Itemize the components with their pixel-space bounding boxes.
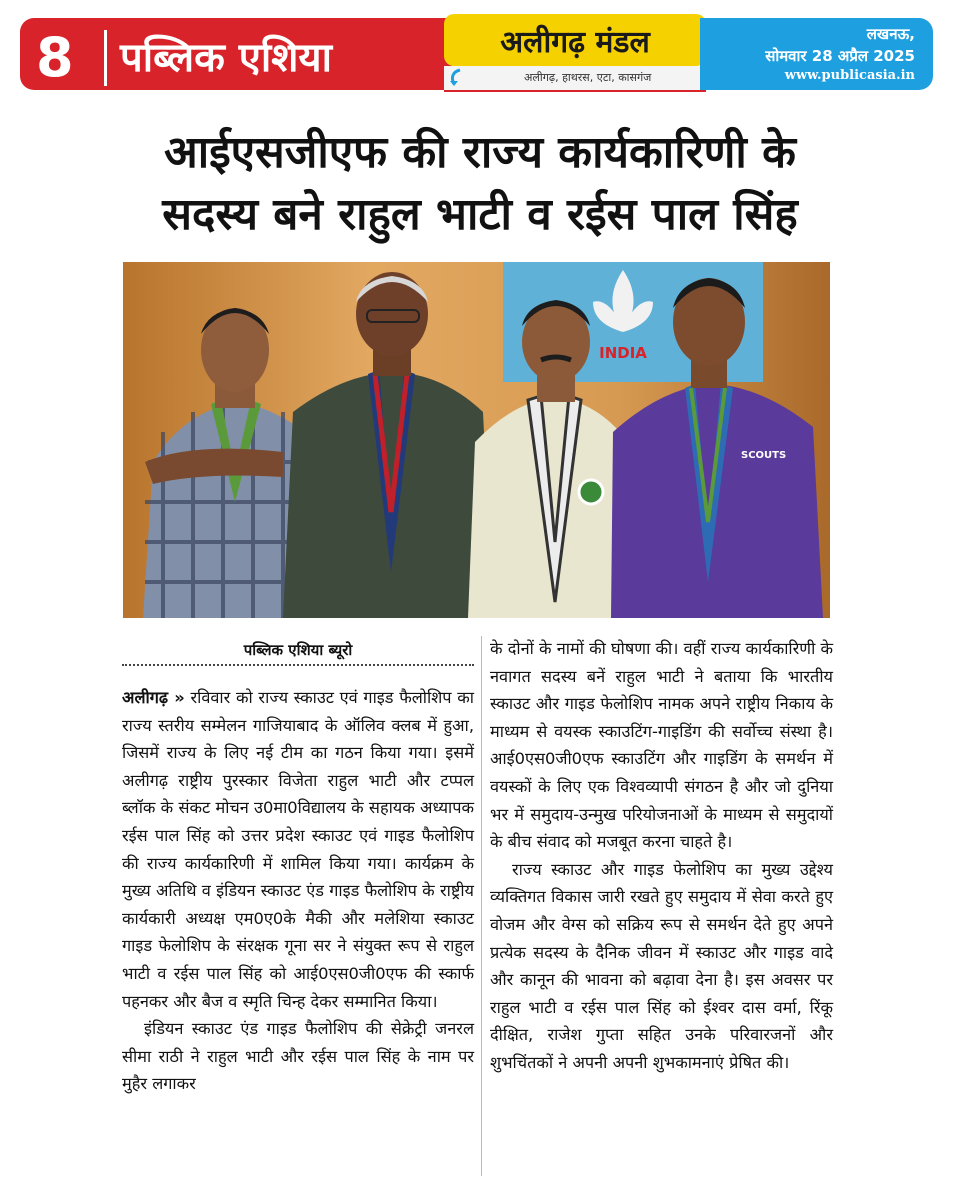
district-list: अलीगढ़, हाथरस, एटा, कासगंज [524, 71, 652, 84]
shirt-text: SCOUTS [741, 450, 787, 461]
website-link[interactable]: www.publicasia.in [784, 68, 915, 83]
news-photo [123, 262, 830, 618]
column-divider [481, 636, 482, 1176]
dateline-box [700, 18, 933, 90]
curved-arrow-icon [448, 68, 464, 88]
paragraph-3: के दोनों के नामों की घोषणा की। वहीं राज्य कार्यकारिणी के नवागत सदस्य बनें राहुल भाटी ने बताया कि भारतीय स्काउट और गाइड फेलोशिप नामक अपने राष्ट्रीय निकाय के माध्यम से वयस्क स्काउटिंग-गाइडिंग की सर्वोच्च संस्था है। आई0एस0जी0एफ स्काउटिंग और गाइडिंग के समर्थन में वयस्कों के लिए एक विश्वव्यापी संगठन है और जो दुनिया भर में समुदाय-उन्मुख परियोजनाओं के माध्यम से समुदायों के बीच संवाद को मजबूत करना चाहते है। [490, 639, 833, 852]
district-strip [444, 66, 706, 92]
photo-illustration [123, 262, 830, 618]
headline-line-1: आईएसजीएफ की राज्य कार्यकारिणी के [164, 127, 796, 178]
newspaper-name: पब्लिक एशिया [120, 35, 332, 81]
masthead-divider [104, 30, 107, 86]
article-column-left [122, 684, 474, 1098]
publish-date: सोमवार 28 अप्रैल 2025 [765, 47, 915, 65]
banner-text: INDIA [599, 344, 647, 362]
dateline: अलीगढ़ » [122, 688, 185, 707]
edition-box [444, 14, 706, 66]
paragraph-2: इंडियन स्काउट एंड गाइड फैलोशिप की सेक्रेट्री जनरल सीमा राठी ने राहुल भाटी और रईस पाल सिंह के नाम पर मुहैर लगाकर [122, 1019, 474, 1094]
paragraph-4: राज्य स्काउट और गाइड फेलोशिप का मुख्य उद्देश्य व्यक्तिगत विकास जारी रखते हुए समुदाय में सेवा करते हुए वोजम और वेग्स को सक्रिय रूप से समर्थन देते हुए अपने प्रत्येक सदस्य के दैनिक जीवन में स्काउट और गाइड वादे और कानून की भावना को बढ़ावा देना है। इस अवसर पर राहुल भाटी व रईस पाल सिंह को ईश्वर दास वर्मा, रिंकू दीक्षित, राजेश गुप्ता सहित उनके परिवारजनों और शुभचिंतकों ने अपनी अपनी शुभकामनाएं प्रेषित की। [490, 859, 833, 1072]
masthead [20, 14, 933, 94]
headline-line-2: सदस्य बने राहुल भाटी व रईस पाल सिंह [162, 189, 798, 240]
edition-name: अलीगढ़ मंडल [500, 24, 650, 60]
paragraph-1 [122, 684, 474, 1015]
headline [110, 122, 850, 246]
byline-divider [122, 664, 474, 666]
page-number: 8 [36, 26, 74, 89]
paragraph-1-text: रविवार को राज्य स्काउट एवं गाइड फैलोशिप का राज्य स्तरीय सम्मेलन गाजियाबाद के ऑलिव क्लब में हुआ, जिसमें राज्य के लिए नई टीम का गठन किया गया। इसमें अलीगढ़ राष्ट्रीय पुरस्कार विजेता राहुल भाटी और टप्पल ब्लॉक के संकट मोचन उ0मा0विद्यालय के सहायक अध्यापक रईस पाल सिंह को उत्तर प्रदेश स्काउट एवं गाइड फैलोशिप की राज्य कार्यकारिणी में शामिल किया गया। कार्यक्रम के मुख्य अतिथि व इंडियन स्काउट एंड गाइड फैलोशिप के राष्ट्रीय कार्यकारी अध्यक्ष एम0ए0के मैकी और मलेशिया स्काउट गाइड फेलोशिप के संरक्षक गूना सर ने संयुक्त रूप से राहुल भाटी व रईस पाल सिंह को आई0एस0जी0एफ की स्कार्फ पहनकर और बैज व स्मृति चिन्ह देकर सम्मानित किया। [122, 688, 474, 1011]
publish-city: लखनऊ, [866, 25, 915, 43]
article-column-right [490, 635, 833, 1077]
byline: पब्लिक एशिया ब्यूरो [243, 641, 353, 659]
masthead-red-band [20, 18, 452, 90]
